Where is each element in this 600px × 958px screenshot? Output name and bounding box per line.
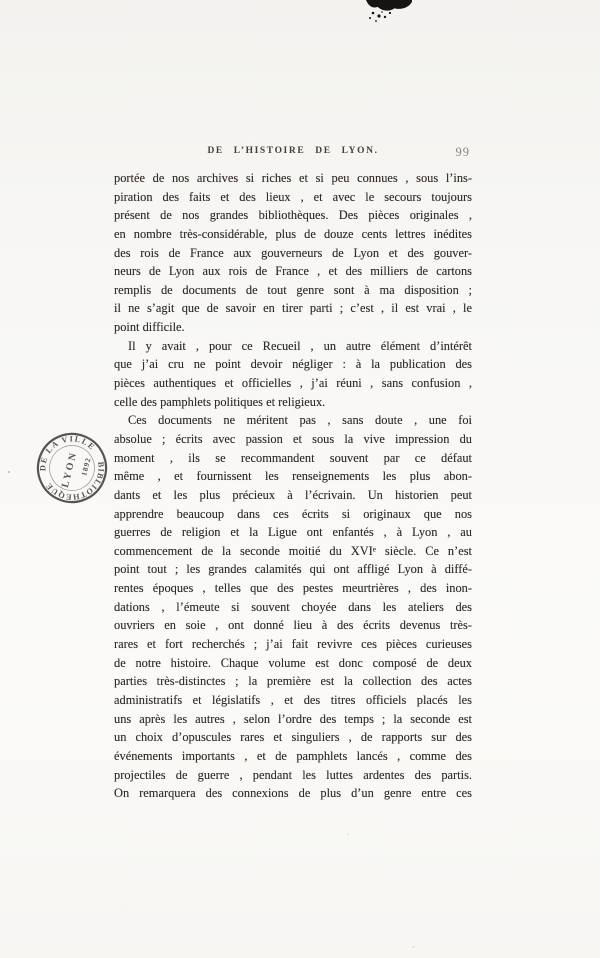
text-line: de notre histoire. Chaque volume est donc composé de deux [114,655,472,670]
text-line: dants et les plus précieux à l’écrivain. Un historien peut [114,487,472,502]
page-header [114,146,472,160]
stamp-city-text: LYON [59,449,80,489]
text-line: des rois de France aux gouverneurs de Lyon et des gouver- [114,245,472,260]
text-line: neurs de Lyon aux rois de France , et des milliers de cartons [114,264,472,279]
body-text [114,169,472,803]
ink-blot [348,0,416,26]
paper-speck [8,471,10,473]
text-line: rentes époques , telles que des pestes meurtrières , des inon- [114,581,472,596]
text-line: même , et fournissent les renseignements les plus abon- [114,469,472,484]
paper-speck [412,946,415,948]
text-line: uns après les autres , selon l’ordre des temps ; la seconde est [114,711,472,726]
stamp-arc-top-text: DE LA VILLE [38,434,98,472]
page-number: 99 [455,145,470,159]
text-line: Ces documents ne méritent pas , sans doute , une foi [128,413,472,428]
text-line: portée de nos archives si riches et si peu connues , sous l’ins- [114,171,472,185]
text-line: point difficile. [114,320,185,335]
text-line: point tout ; les grandes calamités qui ont affligé Lyon à diffé- [114,562,472,577]
text-line: piration des faits et des lieux , et avec le secours toujours [114,189,472,204]
running-title: DE L’HISTOIRE DE LYON. [207,146,379,156]
text-line: parties très-distinctes ; la première est la collection des actes [114,674,472,689]
text-line: On remarquera des connexions de plus d’un genre entre ces [114,786,472,801]
text-line: apprendre beaucoup dans ces écrits si originaux que nos [114,506,472,521]
text-line: ouvriers en soie , ont donné lieu à des écrits devenus très- [114,618,472,633]
text-line: dations , l’émeute si souvent choyée dans les ateliers des [114,599,472,614]
text-line: guerres de religion et la Ligue ont enfantés , à Lyon , au [114,525,472,540]
text-line: présent de nos grandes bibliothèques. Des pièces originales , [114,208,472,223]
text-line: Il y avait , pour ce Recueil , un autre élément d’intérêt [128,338,472,353]
text-line: rares et fort recherchés ; j’ai fait revivre ces pièces curieuses [114,637,472,652]
text-line: événements importants , et de pamphlets lancés , comme des [114,748,472,763]
text-line: que j’ai cru ne point devoir négliger : à la publication des [114,357,472,372]
text-line: absolue ; écrits avec passion et sous la vive impression du [114,431,472,446]
text-line: commencement de la seconde moitié du XVIᵉ siècle. Ce n’est [114,543,472,558]
stamp-arc-bottom-text: BIBLIOTHEQUE [43,461,106,502]
text-line: pièces authentiques et officielles , j’ai réuni , sans confusion , [114,376,472,391]
text-line: il ne s’agit que de savoir en tirer parti ; c’est , il est vrai , le [114,301,472,316]
text-line: moment , ils se recommandent souvent par ce défaut [114,450,472,465]
text-line: un choix d’opuscules rares et singuliers , de rapports sur des [114,730,472,745]
paper-speck [347,833,349,835]
text-line: administratifs et législatifs , et des titres officiels placés les [114,692,472,707]
library-stamp [33,427,111,509]
text-line: remplis de documents de tout genre sont à ma disposition ; [114,282,472,297]
stamp-year-text: 1892 [79,456,93,477]
text-line: en nombre très-considérable, plus de douze cents lettres inédites [114,226,472,241]
text-line: celle des pamphlets politiques et religieux. [114,394,326,409]
text-line: projectiles de guerre , pendant les luttes ardentes des partis. [114,767,472,782]
